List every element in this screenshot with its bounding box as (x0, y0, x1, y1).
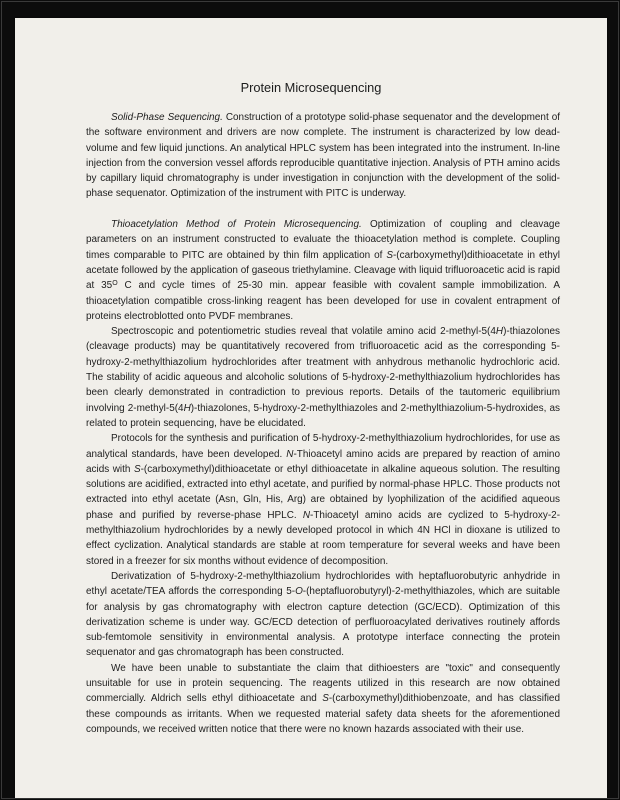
text-run: Solid-Phase Sequencing. (111, 112, 223, 123)
text-run: C and cycle times of 25-30 min. appear feasible with covalent sample immobilization. A thioacetylation compatible cross-linking reagent has been developed for use in covalent entrapment of proteins electroblotted onto PVDF membranes. (86, 280, 560, 322)
text-run: H (183, 402, 191, 414)
paragraph-protocols (86, 431, 560, 569)
text-run: Construction of a prototype solid-phase sequenator and the development of the software environment and drivers are now complete. The instrument is characterized by low dead-volume and few liquid junctions. An analytical HPLC system has been integrated into the instrument. In-line injection from the conversion vessel affords reproducible quantitative injection. Analysis of PTH amino acids by capillary liquid chromatography is under investigation in conjunction with the development of the solid-phase sequenator. Optimization of the instrument with PITC is underway. (86, 112, 560, 200)
text-run: -(carboxymethyl)dithioacetate or ethyl dithioacetate in alkaline aqueous solution. The resulting solutions are acidified, extracted into ethyl acetate, and purified by normal-phase HPLC. Those products not extracted into ethyl acetate (Asn, Gln, His, Arg) are obtained by lyophilization of the acidified aqueous phase and purified by reverse-phase HPLC. (86, 463, 560, 521)
text-run: Spectroscopic and potentiometric studies reveal that volatile amino acid 2-methyl-5(4 (111, 326, 496, 338)
text-run: S (322, 693, 329, 705)
document-page (15, 18, 607, 798)
text-run: Thioacetylation Method of Protein Microsequencing. (111, 219, 362, 231)
paragraph-spectroscopic (86, 324, 560, 431)
text-run: )-thiazolones (cleavage products) may be quantitatively recovered from trifluoroacetic acid as the corresponding 5-hydroxy-2-methylthiazolium hydrochlorides after treatment with anhydrous methanolic hydrochloric acid. The stability of acidic aqueous and alcoholic solutions of 5-hydroxy-2-methylthiazolium hydrochlorides has been clearly demonstrated in contradiction to previous reports. Details of the tautomeric equilibrium involving 2-methyl-5(4 (86, 326, 560, 414)
text-run: S (386, 249, 393, 261)
text-run: -(heptafluorobutyryl)-2-methylthiazoles, which are suitable for analysis by gas chromatography with electron capture detection (GC/ECD). Optimization of this derivatization scheme is under way. GC/ECD detection of perfluoroacylated derivatives routinely affords sub-femtomole sensitivity in environmental analysis. A prototype interface connecting the protein sequenator and gas chromatograph has been constructed. (86, 586, 560, 659)
page-title: Protein Microsequencing (240, 80, 382, 95)
text-run: )-thiazolones, 5-hydroxy-2-methylthiazoles and 2-methylthiazolium-5-hydroxides, as related to protein sequencing, have be elucidated. (86, 402, 560, 429)
paragraph-derivatization (86, 569, 560, 661)
document-body (86, 110, 560, 737)
paragraph-toxicity (86, 661, 560, 737)
text-run: -(carboxymethyl)dithiobenzoate, and has classified these compounds as irritants. When we requested material safety data sheets for the aforementioned compounds, we received written notice that there were no known hazards associated with their use. (86, 693, 560, 735)
text-run: S (133, 463, 141, 475)
text-run: O (112, 280, 118, 288)
text-run: Derivatization of 5-hydroxy-2-methylthiazolium hydrochlorides with heptafluorobutyric anhydride in ethyl acetate/TEA affords the corresponding 5- (86, 570, 560, 598)
paragraph-thioacetylation (86, 217, 560, 324)
text-run: N (286, 448, 294, 460)
text-run: O (295, 586, 303, 598)
text-run: -(carboxymethyl)dithioacetate in ethyl acetate followed by the application of gaseous triethylamine. Cleavage with liquid trifluoroacetic acid is rapid at 35 (86, 249, 560, 292)
text-run: Protocols for the synthesis and purification of 5-hydroxy-2-methylthiazolium hydrochlorides, for use as analytical standards, have been developed. (86, 433, 560, 460)
paragraph-solid-phase (86, 110, 560, 202)
text-run: -Thioacetyl amino acids are prepared by reaction of amino acids with (86, 448, 560, 475)
text-run: We have been unable to substantiate the claim that dithioesters are "toxic" and consequently unsuitable for use in protein sequencing. The reagents utilized in this research are now obtained commercially. Aldrich sells ethyl dithioacetate and (86, 662, 560, 705)
text-run: -Thioacetyl amino acids are cyclized to 5-hydroxy-2-methylthiazolium hydrochlorides by a newly developed protocol in which 4N HCl in dioxane is utilized to effect cyclization. Analytical standards are stable at room temperature for several weeks and have been stored in a freezer for six months without evidence of decomposition. (86, 509, 560, 567)
text-run: N (302, 509, 311, 521)
text-run: Optimization of coupling and cleavage parameters on an instrument constructed to evaluate the thioacetylation method is complete. Coupling times comparable to PITC are obtained by thin film application of (86, 219, 560, 261)
text-run: H (495, 326, 504, 338)
